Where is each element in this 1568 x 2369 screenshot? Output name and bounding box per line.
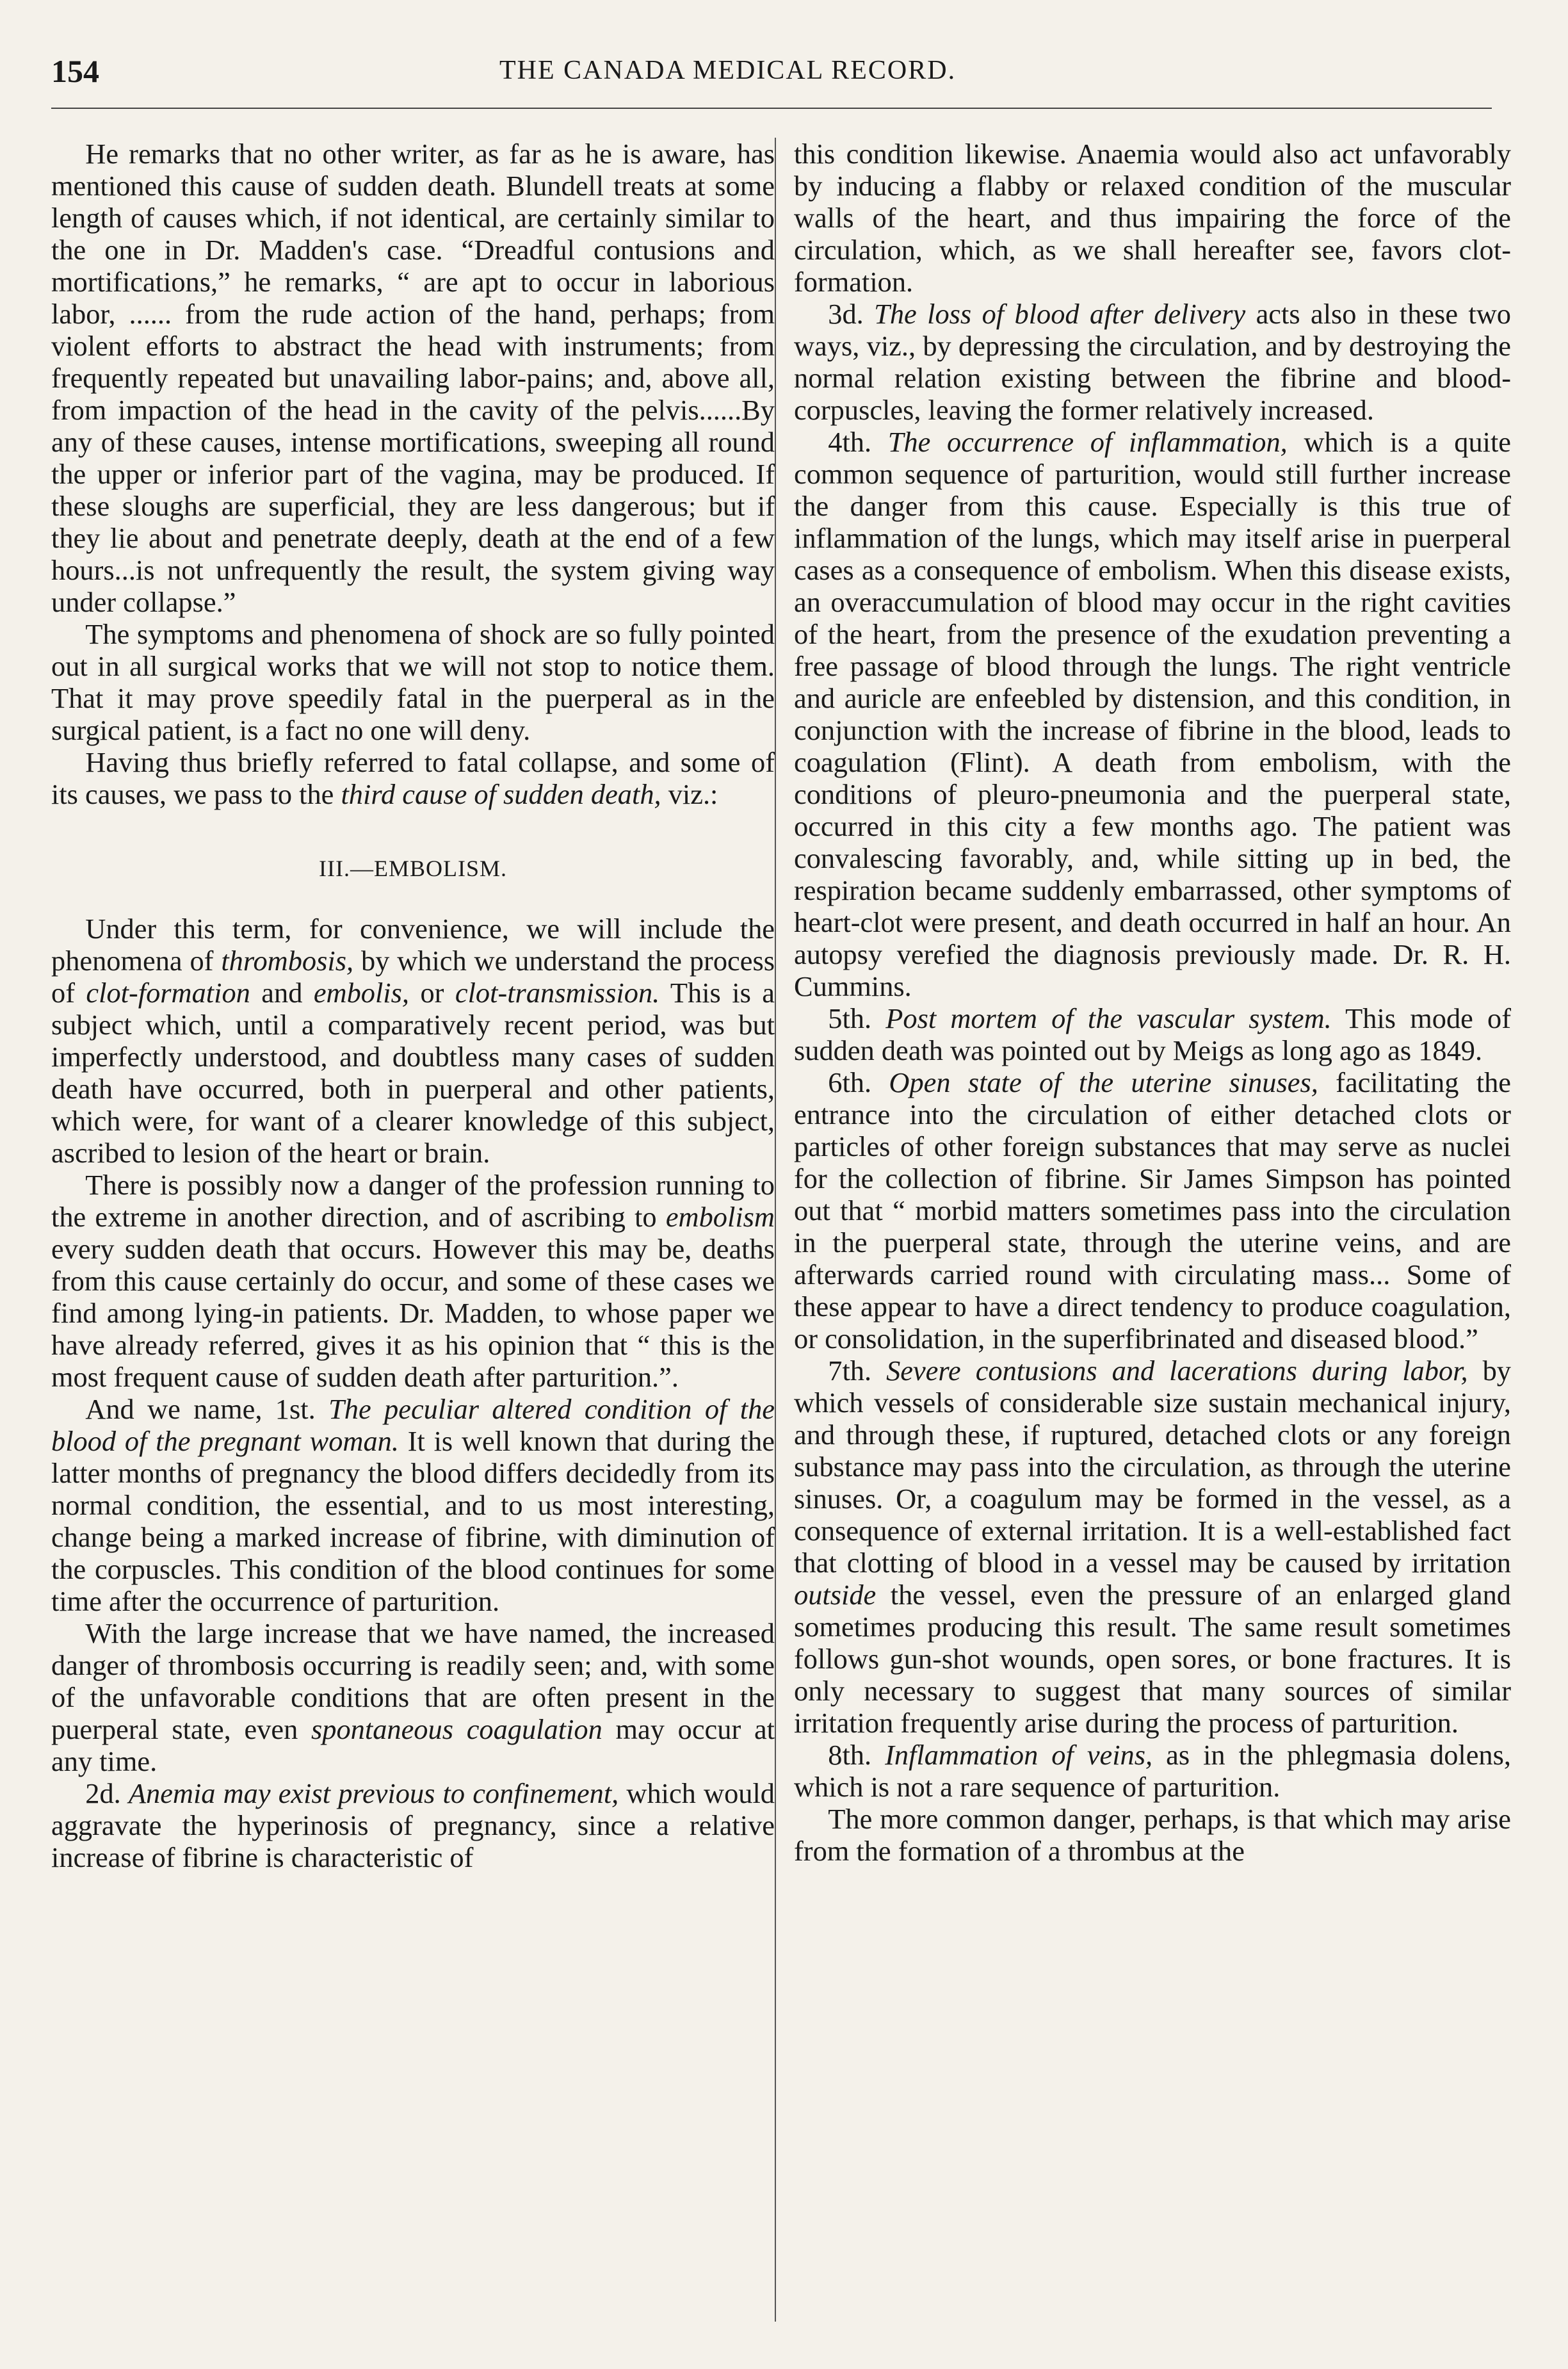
paragraph: He remarks that no other writer, as far as he is aware, has mentioned this cause of sudden death. Blundell treats at some length of causes which, if not identical, are certainly similar to the one in Dr. Madden's case. “Dreadful contusions and mortifications,” he remarks, “ are apt to occur in laborious labor, ...... from the rude action of the hand, perhaps; from violent efforts to abstract the head with instruments; from frequently repeated but unavailing labor-pains; and, above all, from impaction of the head in the cavity of the pelvis......By any of these causes, intense mortifications, sweeping all round the upper or inferior part of the vagina, may be produced. If these sloughs are superficial, they are less dangerous; but if they lie about and penetrate deeply, death at the end of a few hours...is not unfrequently the result, the system giving way under collapse.” [51, 138, 775, 618]
paragraph: this condition likewise. Anaemia would also act unfavorably by inducing a flabby or relaxed condition of the muscular walls of the heart, and thus impairing the force of the circulation, which, as we shall hereafter see, favors clot-formation. [794, 138, 1511, 298]
right-column [794, 138, 1511, 1867]
paragraph: And we name, 1st. The peculiar altered condition of the blood of the pregnant woman. It is well known that during the latter months of pregnancy the blood differs decidedly from its normal condition, the essential, and to us most interesting, change being a marked increase of fibrine, with diminution of the corpuscles. This condition of the blood continues for some time after the occurrence of parturition. [51, 1393, 775, 1617]
running-head: THE CANADA MEDICAL RECORD. [499, 56, 957, 85]
paragraph: 4th. The occurrence of inflammation, which is a quite common sequence of parturition, would still further increase the danger from this cause. Especially is this true of inflammation of the lungs, which may itself arise in puerperal cases as a consequence of embolism. When this disease exists, an overaccumulation of blood may occur in the right cavities of the heart, from the presence of the exudation preventing a free passage of blood through the lungs. The right ventricle and auricle are enfeebled by distension, and this condition, in conjunction with the increase of fibrine in the blood, leads to coagulation (Flint). A death from embolism, with the conditions of pleuro-pneumonia and the puerperal state, occurred in this city a few months ago. The patient was convalescing favorably, and, while sitting up in bed, the respiration became suddenly embarrassed, other symptoms of heart-clot were present, and death occurred in half an hour. An autopsy verefied the diagnosis previously made. Dr. R. H. Cummins. [794, 426, 1512, 1002]
paragraph: 3d. The loss of blood after delivery acts also in these two ways, viz., by depressing the circulation, and by destroying the normal relation existing between the fibrine and blood-corpuscles, leaving the former relatively increased. [794, 298, 1511, 426]
page-header [51, 53, 1492, 104]
paragraph: With the large increase that we have named, the increased danger of thrombosis occurring is readily seen; and, with some of the unfavorable conditions that are often present in the puerperal state, even spontaneous coagulation may occur at any time. [51, 1617, 775, 1777]
page-number: 154 [51, 53, 99, 89]
paragraph: 8th. Inflammation of veins, as in the phlegmasia dolens, which is not a rare sequence of parturition. [794, 1739, 1511, 1803]
paragraph: 2d. Anemia may exist previous to confinement, which would aggravate the hyperinosis of pregnancy, since a relative increase of fibrine is characteristic of [51, 1777, 775, 1873]
paragraph: Under this term, for convenience, we will include the phenomena of thrombosis, by which we understand the process of clot-formation and embolis, or clot-transmission. This is a subject which, until a comparatively recent period, was but imperfectly understood, and doubtless many cases of sudden death have occurred, both in puerperal and other patients, which were, for want of a clearer knowledge of this subject, ascribed to lesion of the heart or brain. [51, 913, 775, 1169]
paragraph: Having thus briefly referred to fatal collapse, and some of its causes, we pass to the third cause of sudden death, viz.: [51, 746, 775, 810]
paragraph: The more common danger, perhaps, is that which may arise from the formation of a thrombus at the [794, 1803, 1511, 1867]
paragraph: There is possibly now a danger of the profession running to the extreme in another direction, and of ascribing to embolism every sudden death that occurs. However this may be, deaths from this cause certainly do occur, and some of these cases we find among lying-in patients. Dr. Madden, to whose paper we have already referred, gives it as his opinion that “ this is the most frequent cause of sudden death after parturition.”. [51, 1169, 775, 1393]
paragraph: 6th. Open state of the uterine sinuses, facilitating the entrance into the circulation of either detached clots or particles of other foreign substances that may serve as nuclei for the collection of fibrine. Sir James Simpson has pointed out that “ morbid matters sometimes pass into the circulation in the puerperal state, through the uterine veins, and are afterwards carried round with circulating mass... Some of these appear to have a direct tendency to produce coagulation, or consolidation, in the superfibrinated and diseased blood.” [794, 1066, 1511, 1355]
left-column [51, 138, 775, 1873]
header-rule [51, 108, 1492, 109]
section-title: III.—EMBOLISM. [319, 856, 507, 881]
column-divider [775, 138, 776, 2322]
paragraph: 5th. Post mortem of the vascular system. This mode of sudden death was pointed out by Meigs as long ago as 1849. [794, 1002, 1512, 1066]
paragraph: The symptoms and phenomena of shock are so fully pointed out in all surgical works that we will not stop to notice them. That it may prove speedily fatal in the puerperal as in the surgical patient, is a fact no one will deny. [51, 618, 775, 746]
paragraph: 7th. Severe contusions and lacerations during labor, by which vessels of considerable size sustain mechanical injury, and through these, if ruptured, detached clots or any foreign substance may pass into the circulation, as through the uterine sinuses. Or, a coagulum may be formed in the vessel, as a consequence of external irritation. It is a well-established fact that clotting of blood in a vessel may be caused by irritation outside the vessel, even the pressure of an enlarged gland sometimes producing this result. The same result sometimes follows gun-shot wounds, open sores, or bone fractures. It is only necessary to suggest that many sources of similar irritation frequently arise during the process of parturition. [794, 1355, 1511, 1739]
